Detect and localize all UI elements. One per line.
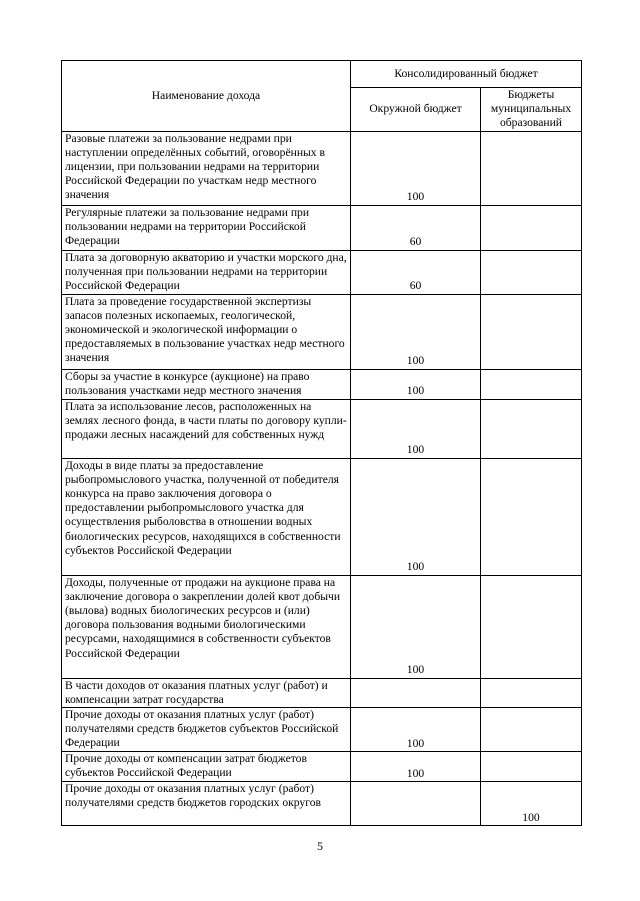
revenue-name-cell: Плата за проведение государственной экспертизы запасов полезных ископаемых, геологической, экономической и экологической информации о предоставляемых в пользование участках недр местного значения — [62, 294, 351, 369]
revenue-name-cell: Регулярные платежи за пользование недрами при пользовании недрами на территории Российской Федерации — [62, 205, 351, 250]
municipal-budget-value — [481, 458, 582, 575]
table-row — [62, 752, 582, 782]
district-budget-value: 60 — [351, 205, 481, 250]
district-budget-value: 100 — [351, 752, 481, 782]
municipal-budget-value — [481, 575, 582, 678]
municipal-budget-value — [481, 678, 582, 707]
revenue-name-cell: Прочие доходы от оказания платных услуг (работ) получателями средств бюджетов городских округов — [62, 782, 351, 826]
district-budget-value: 100 — [351, 458, 481, 575]
municipal-budget-value: 100 — [481, 782, 582, 826]
table-row — [62, 369, 582, 399]
revenue-name-cell: Прочие доходы от оказания платных услуг (работ) получателями средств бюджетов субъектов Российской Федерации — [62, 708, 351, 752]
page-number: 5 — [317, 839, 323, 853]
revenue-name-cell: Доходы, полученные от продажи на аукционе права на заключение договора о закреплении долей квот добычи (вылова) водных биологических ресурсов и (или) договора пользования водными биологическими ресурсами, находящимися в собственности субъектов Российской Федерации — [62, 575, 351, 678]
municipal-budget-value — [481, 752, 582, 782]
municipal-budget-value — [481, 131, 582, 205]
revenue-table — [61, 60, 582, 826]
municipal-budget-value — [481, 294, 582, 369]
header-municipal-budgets: Бюджеты муниципальных образований — [481, 88, 582, 132]
municipal-budget-value — [481, 369, 582, 399]
header-district-budget: Окружной бюджет — [351, 88, 481, 132]
district-budget-value: 60 — [351, 250, 481, 294]
district-budget-value — [351, 678, 481, 707]
table-row — [62, 399, 582, 458]
municipal-budget-value — [481, 708, 582, 752]
district-budget-value: 100 — [351, 369, 481, 399]
table-row — [62, 458, 582, 575]
table-row — [62, 575, 582, 678]
district-budget-value: 100 — [351, 575, 481, 678]
district-budget-value: 100 — [351, 399, 481, 458]
table-row — [62, 782, 582, 826]
district-budget-value: 100 — [351, 131, 481, 205]
revenue-name-cell: Прочие доходы от компенсации затрат бюджетов субъектов Российской Федерации — [62, 752, 351, 782]
revenue-name-cell: Плата за договорную акваторию и участки морского дна, полученная при пользовании недрами на территории Российской Федерации — [62, 250, 351, 294]
revenue-name-cell: Разовые платежи за пользование недрами при наступлении определённых событий, оговорённых в лицензии, при пользовании недрами на территории Российской Федерации по участкам недр местного значения — [62, 131, 351, 205]
revenue-name-cell: Сборы за участие в конкурсе (аукционе) на право пользования участками недр местного значения — [62, 369, 351, 399]
district-budget-value: 100 — [351, 708, 481, 752]
header-consolidated-budget: Консолидированный бюджет — [351, 61, 582, 88]
table-row — [62, 294, 582, 369]
table-row — [62, 678, 582, 707]
table-row — [62, 131, 582, 205]
table-row — [62, 708, 582, 752]
header-revenue-name: Наименование дохода — [62, 61, 351, 132]
table-body — [62, 131, 582, 825]
municipal-budget-value — [481, 399, 582, 458]
revenue-name-cell: Доходы в виде платы за предоставление рыбопромыслового участка, полученной от победителя конкурса на право заключения договора о предоставлении рыбопромыслового участка для осуществления рыболовства в отношении водных биологических ресурсов, находящихся в собственности субъектов Российской Федерации — [62, 458, 351, 575]
table-row — [62, 205, 582, 250]
table-header-row — [62, 61, 582, 88]
district-budget-value: 100 — [351, 294, 481, 369]
municipal-budget-value — [481, 205, 582, 250]
revenue-name-cell: Плата за использование лесов, расположенных на землях лесного фонда, в части платы по договору купли-продажи лесных насаждений для собственных нужд — [62, 399, 351, 458]
section-heading-cell: В части доходов от оказания платных услуг (работ) и компенсации затрат государства — [62, 678, 351, 707]
table-row — [62, 250, 582, 294]
district-budget-value — [351, 782, 481, 826]
municipal-budget-value — [481, 250, 582, 294]
